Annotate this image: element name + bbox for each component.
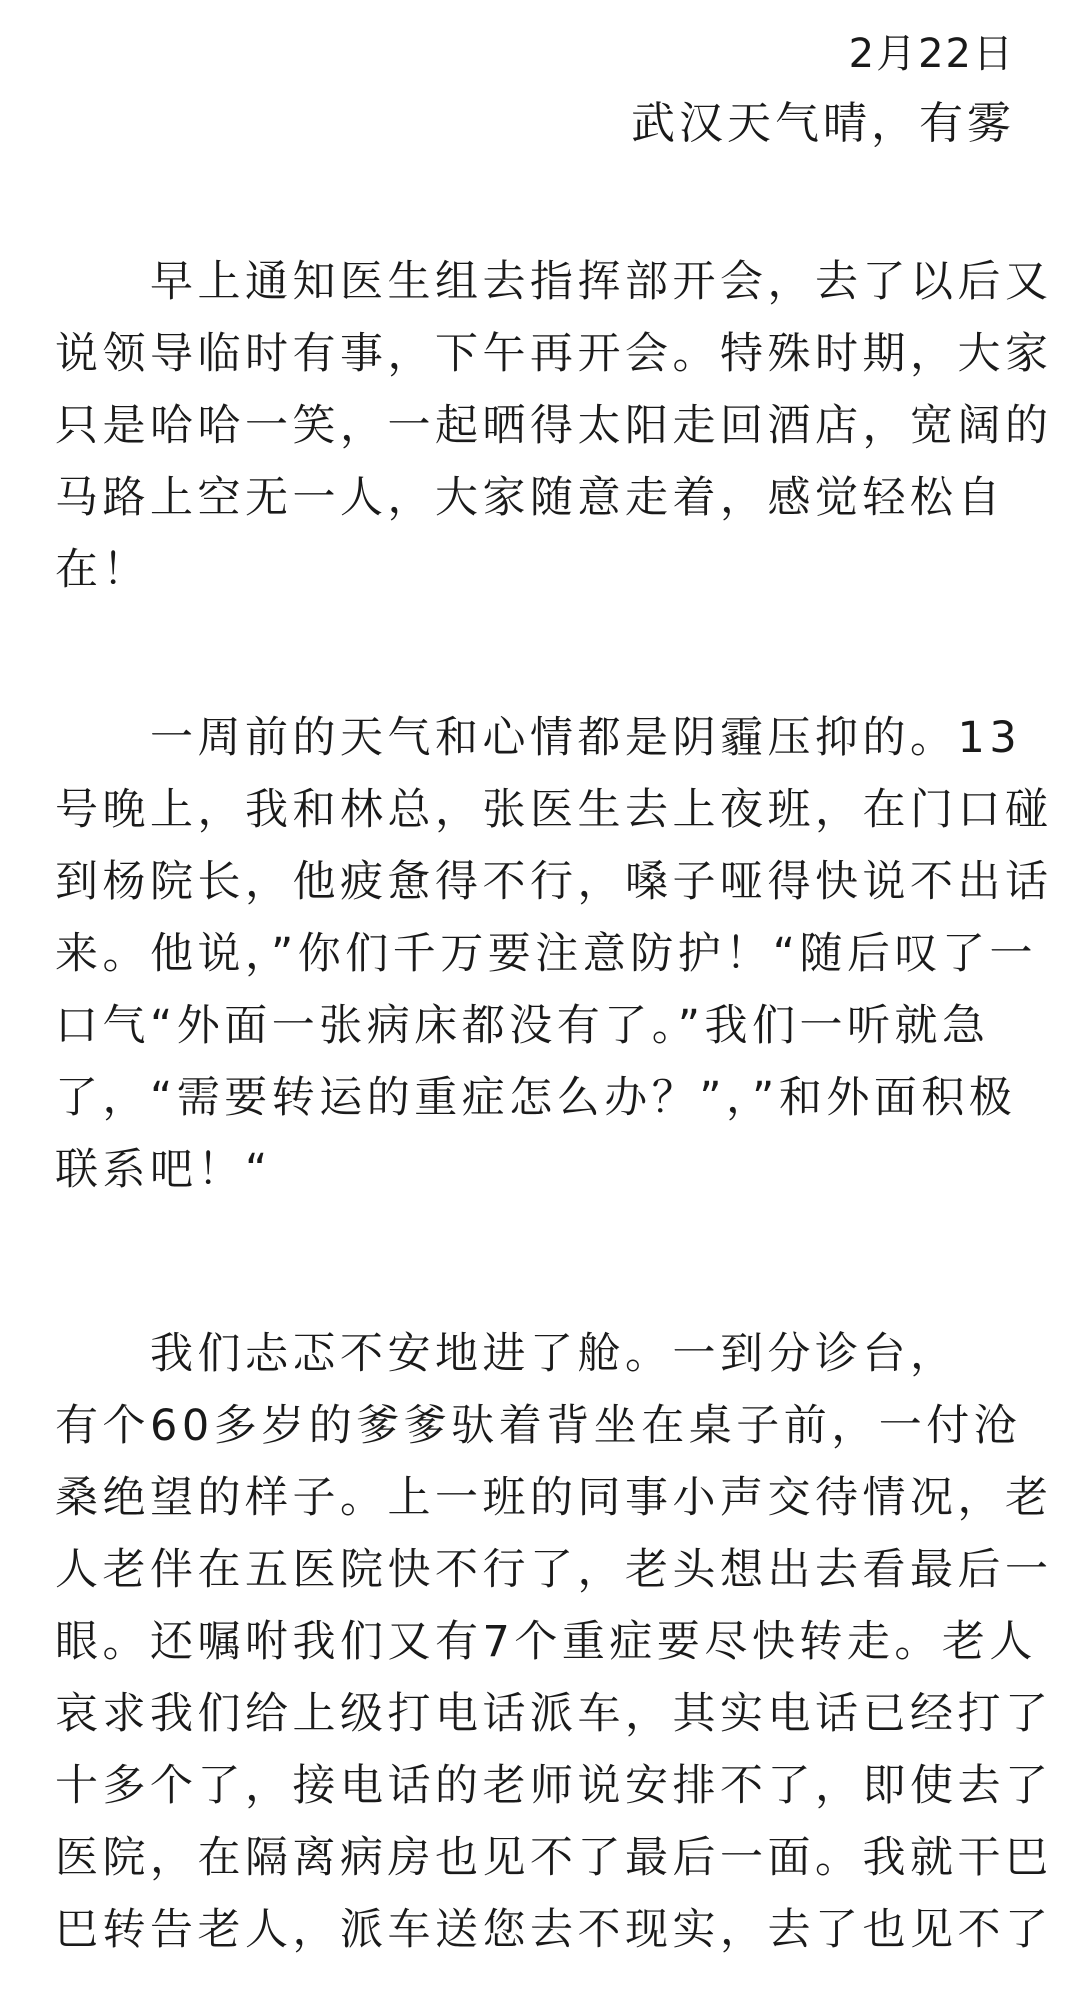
text-line: 眼。还嘱咐我们又有7个重症要尽快转走。老人 [55,1617,1037,1667]
text-line: 到杨院长，他疲惫得不行，嗓子哑得快说不出话 [55,857,1053,907]
text-line: 一周前的天气和心情都是阴霾压抑的。13 [55,713,1022,763]
weather-note: 武汉天气晴，有雾 [631,98,1015,149]
text-line: 桑绝望的样子。上一班的同事小声交待情况，老 [55,1473,1053,1523]
text-line: 来。他说，”你们千万要注意防护！“随后叹了一 [55,929,1038,979]
text-line: 医院，在隔离病房也见不了最后一面。我就干巴 [55,1833,1053,1883]
text-line: 只是哈哈一笑，一起晒得太阳走回酒店，宽阔的 [55,401,1053,451]
text-line: 有个60多岁的爹爹驮着背坐在桌子前，一付沧 [55,1401,1022,1451]
text-line: 哀求我们给上级打电话派车，其实电话已经打了 [55,1689,1053,1739]
text-line: 早上通知医生组去指挥部开会，去了以后又 [55,257,1053,307]
diary-date: 2月22日 [848,31,1015,77]
diary-header [631,22,1015,160]
text-line: 口气“外面一张病床都没有了。”我们一听就急 [55,1001,990,1051]
text-line: 联系吧！“ [55,1145,272,1195]
text-line: 十多个了，接电话的老师说安排不了，即使去了 [55,1761,1053,1811]
paragraph-1 [55,246,1053,606]
text-line: 我们忐忑不安地进了舱。一到分诊台， [55,1329,958,1379]
text-line: 在！ [55,545,150,595]
text-line: 号晚上，我和林总，张医生去上夜班，在门口碰 [55,785,1053,835]
text-line: 了，“需要转运的重症怎么办？”，”和外面积极 [55,1073,1017,1123]
paragraph-3 [55,1318,1053,1966]
text-line: 人老伴在五医院快不行了，老头想出去看最后一 [55,1545,1053,1595]
paragraph-2 [55,702,1053,1206]
text-line: 说领导临时有事，下午再开会。特殊时期，大家 [55,329,1053,379]
text-line: 马路上空无一人，大家随意走着，感觉轻松自 [55,473,1005,523]
text-line: 巴转告老人，派车送您去不现实，去了也见不了 [55,1905,1053,1955]
